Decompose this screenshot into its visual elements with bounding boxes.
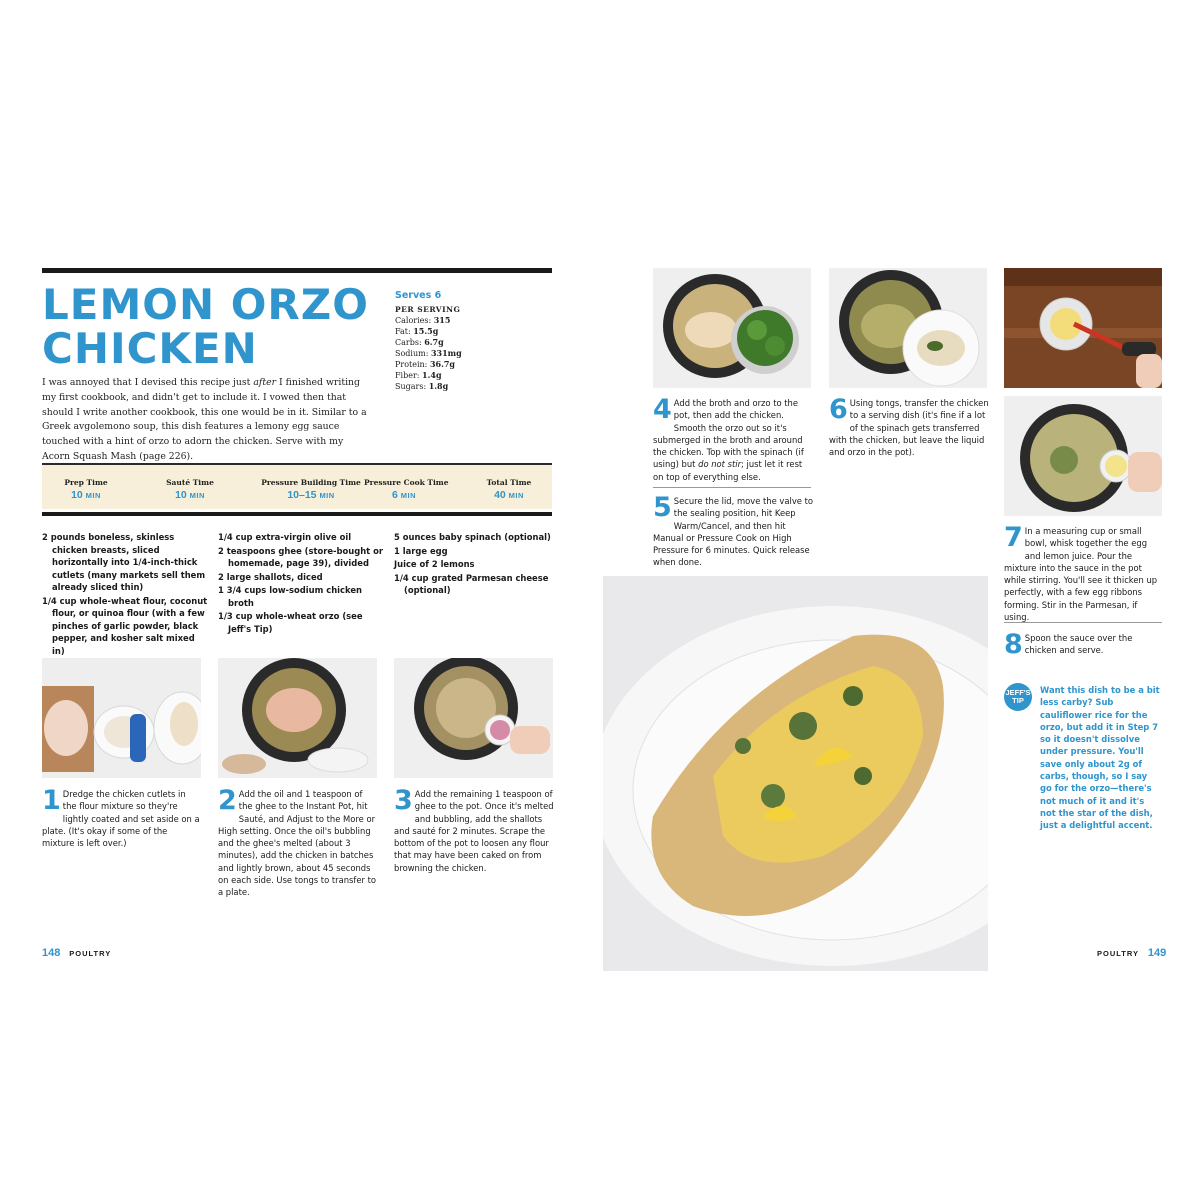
step-6-photo [829,268,987,388]
step-3: 3 Add the remaining 1 teaspoon of ghee to the pot. Once it's melted and bubbling, add the shallots and sauté for 2 minutes. Scrape the bottom of the pot to loosen any flour that may have been caked on from browning the chicken. [394,785,554,873]
nutrition-row: Protein: 36.7g [395,359,456,369]
step-number: 2 [218,785,237,816]
time-total: Total Time 40 MIN [486,478,532,501]
finished-dish-photo [603,576,988,971]
nutrition-row: Sugars: 1.8g [395,381,449,391]
step-number: 4 [653,394,672,425]
ingredient-item: 1/4 cup whole-wheat flour, coconut flour, or quinoa flour (with a few pinches of garlic powder, black pepper, and kosher salt mixed in) [42,595,208,656]
step-2-photo [218,658,377,778]
section-label: POULTRY [1097,949,1139,958]
ingredient-item: 2 teaspoons ghee (store-bought or homemade, page 39), divided [218,545,383,568]
step-divider [653,487,811,488]
title-rule [42,268,552,273]
nutrition-row: Carbs: 6.7g [395,337,444,347]
time-saute: Sauté Time 10 MIN [166,478,214,501]
step-number: 1 [42,785,61,816]
ingredient-item: 2 pounds boneless, skinless chicken breasts, sliced horizontally into 1/4-inch-thick cutlets (many markets sell them already sliced thin) [42,532,206,592]
step-6: 6 Using tongs, transfer the chicken to a serving dish (it's fine if a lot of the spinach gets transferred with the chicken, but leave the liquid and orzo in the pot). [829,394,989,458]
step-number: 6 [829,394,848,425]
time-pressure-cook: Pressure Cook Time 6 MIN [364,478,449,501]
ingredient-item: 1/4 cup extra-virgin olive oil [218,532,352,542]
step-1: 1 Dredge the chicken cutlets in the flour mixture so they're lightly coated and set aside on a plate. (It's okay if some of the mixture is left over.) [42,785,200,849]
ingredient-item: 1 large egg [394,545,448,556]
intro-paragraph: I was annoyed that I devised this recipe just after I finished writing my first cookbook, and didn't get to include it. I vowed then that should I write another cookbook, this one would be in it. Similar to a Greek avgolemono soup, this dish features a lemony egg sauce touched with a hint of orzo to adorn the chicken. Serve with my Acorn Squash Mash (page 226). [42,377,367,462]
step-divider [1004,622,1162,623]
ingredient-item: 1 3/4 cups low-sodium chicken broth [218,585,362,608]
per-serving-label: PER SERVING [395,305,461,314]
time-prep: Prep Time 10 MIN [64,478,108,501]
title-line-2: CHICKEN [42,324,258,373]
step-7: 7 In a measuring cup or small bowl, whisk together the egg and lemon juice. Pour the mixture into the sauce in the pot while stirring. You'll see it thicken up perfectly, with a few egg ribbons forming. Stir in the Parmesan, if using. [1004,522,1158,623]
ingredient-item: 5 ounces baby spinach (optional) [394,532,551,542]
ingredient-item: 1/4 cup grated Parmesan cheese (optional) [394,572,549,595]
ingredient-item: Juice of 2 lemons [394,559,475,569]
ingredients-column-1 [42,531,210,658]
ingredients-column-2 [218,531,388,636]
step-3-photo [394,658,553,778]
section-label: POULTRY [69,949,112,958]
page-number: 149 [1147,947,1167,959]
step-8: 8 Spoon the sauce over the chicken and serve. [1004,629,1133,660]
right-folio [1097,943,1166,961]
step-1-photo [42,658,201,778]
step-number: 5 [653,492,672,523]
ingredient-item: 2 large shallots, diced [218,571,323,582]
nutrition-row: Sodium: 331mg [395,348,462,358]
step-7-photo-a [1004,268,1162,388]
step-number: 8 [1004,629,1023,660]
serves-label: Serves 6 [395,290,442,301]
step-2: 2 Add the oil and 1 teaspoon of the ghee to the Instant Pot, hit Sauté, and Adjust to the More or High setting. Once the oil's bubbling and the ghee's melted (about 3 minutes), add the chicken in batches and lightly brown, about 45 seconds on each side. Use tongs to transfer to a plate. [218,785,377,898]
title-line-1: LEMON ORZO [42,280,369,329]
time-band-rule [42,512,552,516]
nutrition-row: Calories: 315 [395,315,451,325]
ingredients-column-3 [394,531,554,598]
page-number: 148 [42,947,61,959]
nutrition-row: Fat: 15.5g [395,326,439,336]
time-band [42,463,552,509]
step-7-photo-b [1004,396,1162,516]
jeffs-tip-badge: JEFF'S TIP [1004,683,1032,711]
nutrition-panel [395,290,525,392]
step-number: 3 [394,785,413,816]
step-4-photo [653,268,811,388]
step-5: 5 Secure the lid, move the valve to the sealing position, hit Keep Warm/Cancel, and then hit Manual or Pressure Cook on High Pressure for 6 minutes. Quick release when done. [653,492,814,568]
recipe-title [42,280,382,373]
step-4: 4 Add the broth and orzo to the pot, then add the chicken. Smooth the orzo out so it's submerged in the broth and around the chicken. Top with the spinach (if using) but do not stir; just let it rest on top of everything else. [653,394,804,482]
nutrition-row: Fiber: 1.4g [395,370,442,380]
ingredient-item: 1/3 cup whole-wheat orzo (see Jeff's Tip) [218,611,363,634]
left-folio [42,943,111,961]
step-number: 7 [1004,522,1023,553]
jeffs-tip-text: Want this dish to be a bit less carby? Sub cauliflower rice for the orzo, but add it in Step 7 so it doesn't dissolve under pressure. You'll save only about 2g of carbs, though, so I say go for the orzo—there's not much of it and it's not the star of the dish, just a delightful accent. [1040,685,1160,831]
time-pressure-building: Pressure Building Time 10–15 MIN [261,478,361,501]
